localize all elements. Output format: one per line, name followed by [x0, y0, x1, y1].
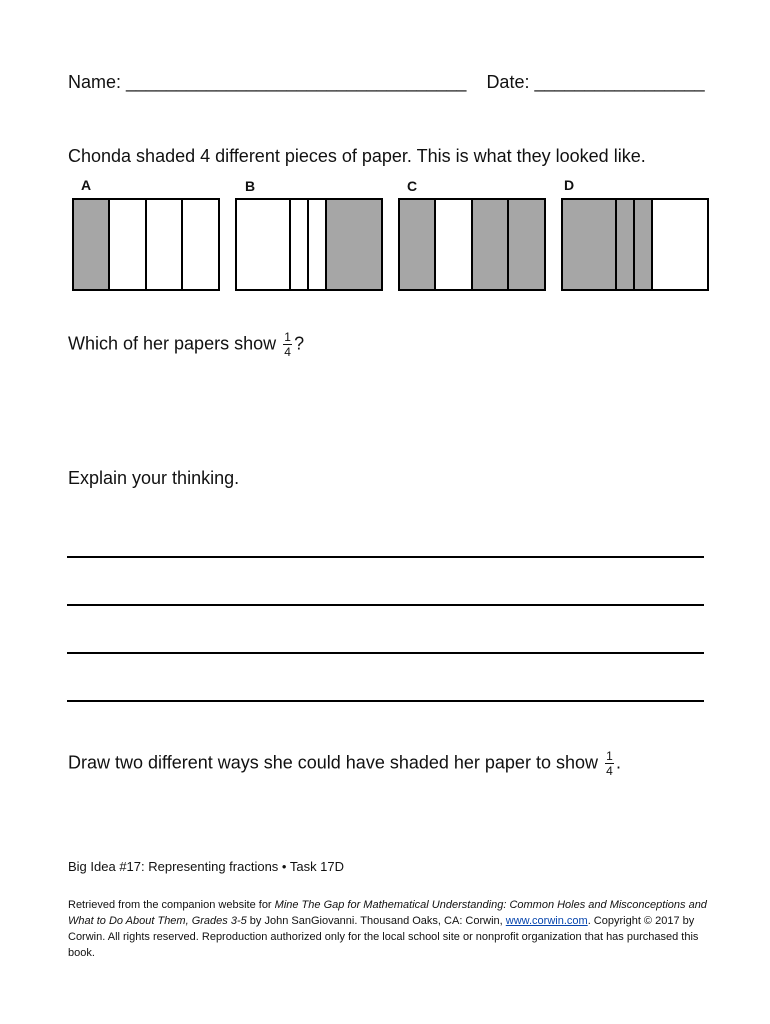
- paper-b-shaded-part: [327, 200, 381, 289]
- answer-line-2[interactable]: [67, 604, 704, 606]
- paper-d-shaded-part: [635, 200, 653, 289]
- paper-c-shaded-part: [400, 200, 436, 289]
- credit-text: [68, 897, 708, 961]
- paper-b: [235, 198, 383, 291]
- credit-suffix: . Copyright © 2017 by Corwin. All rights reserved. Reproduction authorized only for the local school site or nonprofit organization that has purchased this book.: [68, 915, 699, 959]
- question-prefix: Which of her papers show: [68, 333, 282, 354]
- date-field[interactable]: _________________: [534, 72, 705, 92]
- fraction-numerator: 1: [284, 330, 291, 344]
- paper-d-shaded-part: [563, 200, 617, 289]
- paper-c-part: [436, 200, 473, 289]
- explain-prompt: Explain your thinking.: [68, 468, 240, 488]
- task-line: Big Idea #17: Representing fractions • Task 17D: [68, 859, 345, 874]
- paper-c-label: C: [407, 178, 418, 194]
- paper-a-part: [183, 200, 218, 289]
- credit-mid: by John SanGiovanni. Thousand Oaks, CA: Corwin,: [246, 915, 506, 927]
- paper-d-part: [653, 200, 707, 289]
- fraction-denominator: 4: [284, 345, 291, 359]
- question-suffix: ?: [294, 333, 305, 354]
- date-label: Date:: [486, 72, 535, 92]
- draw-suffix: .: [615, 752, 621, 773]
- paper-b-part: [237, 200, 291, 289]
- paper-a-part: [110, 200, 147, 289]
- name-date-line: [68, 72, 705, 93]
- intro-text: Chonda shaded 4 different pieces of paper. This is what they looked like.: [68, 146, 646, 166]
- paper-b-part: [291, 200, 309, 289]
- credit-prefix: Retrieved from the companion website for: [68, 899, 275, 911]
- answer-line-4[interactable]: [67, 700, 704, 702]
- name-field[interactable]: __________________________________: [126, 72, 467, 92]
- paper-b-label: B: [245, 178, 256, 194]
- paper-a-label: A: [81, 177, 92, 193]
- paper-d-shaded-part: [617, 200, 635, 289]
- paper-c-shaded-part: [509, 200, 544, 289]
- answer-line-3[interactable]: [67, 652, 704, 654]
- corwin-link[interactable]: www.corwin.com: [505, 915, 588, 927]
- paper-d-label: D: [564, 177, 575, 193]
- paper-d: [561, 198, 709, 291]
- paper-c-shaded-part: [473, 200, 509, 289]
- question-text: [68, 331, 304, 358]
- name-label: Name:: [68, 72, 127, 92]
- answer-line-1[interactable]: [67, 556, 704, 558]
- paper-b-part: [309, 200, 327, 289]
- fraction-denominator: 4: [606, 764, 613, 778]
- paper-a: [72, 198, 220, 291]
- fraction-one-fourth: [283, 331, 292, 358]
- paper-c: [398, 198, 546, 291]
- fraction-numerator: 1: [606, 749, 613, 763]
- fraction-one-fourth: [605, 750, 614, 777]
- draw-prefix: Draw two different ways she could have shaded her paper to show: [68, 752, 603, 773]
- book-title: Mine The Gap for Mathematical Understanding: Common Holes and Misconceptions and What to Do About Them, Grades 3-5: [68, 899, 707, 927]
- paper-a-part: [147, 200, 183, 289]
- draw-prompt: [68, 750, 621, 777]
- paper-a-shaded-part: [74, 200, 110, 289]
